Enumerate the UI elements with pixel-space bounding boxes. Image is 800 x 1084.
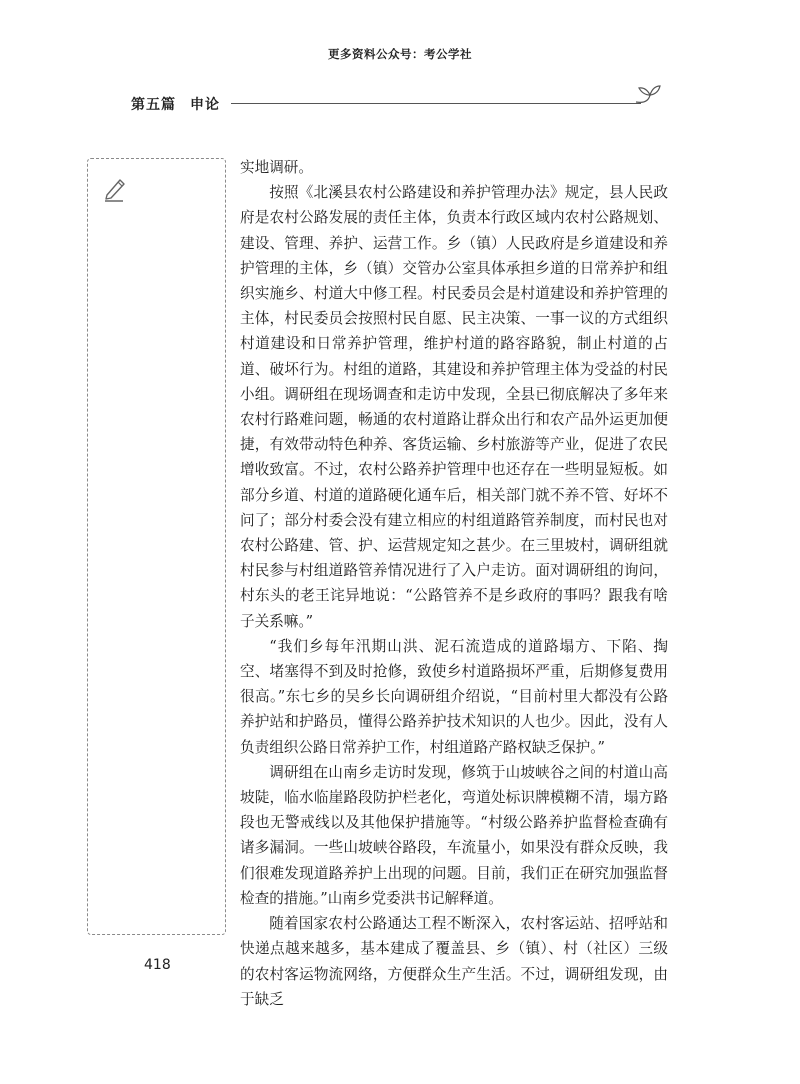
article-body bbox=[240, 155, 668, 1012]
paragraph: 随着国家农村公路通达工程不断深入，农村客运站、招呼站和快递点越来越多，基本建成了覆盖县、乡（镇）、村（社区）三级的农村客运物流网络，方便群众生产生活。不过，调研组发现，由于缺乏 bbox=[240, 915, 668, 1008]
notes-margin-box bbox=[87, 158, 226, 935]
top-banner: 更多资料公众号：考公学社 bbox=[328, 47, 472, 61]
paragraph: “我们乡每年汛期山洪、泥石流造成的道路塌方、下陷、掏空、堵塞得不到及时抢修，致使乡村道路损坏严重，后期修复费用很高。”东七乡的吴乡长向调研组介绍说，“目前村里大都没有公路养护站和护路员，懂得公路养护技术知识的人也少。因此，没有人负责组织公路日常养护工作，村组道路产路权缺乏保护。” bbox=[240, 637, 668, 756]
paragraph-continued: 实地调研。 bbox=[240, 159, 313, 176]
paragraph: 按照《北溪县农村公路建设和养护管理办法》规定，县人民政府是农村公路发展的责任主体，负责本行政区域内农村公路规划、建设、管理、养护、运营工作。乡（镇）人民政府是乡道建设和养护管理的主体，乡（镇）交管办公室具体承担乡道的日常养护和组织实施乡、村道大中修工程。村民委员会是村道建设和养护管理的主体，村民委员会按照村民自愿、民主决策、一事一议的方式组织村道建设和日常养护管理，维护村道的路容路貌，制止村道的占道、破坏行为。村组的道路，其建设和养护管理主体为受益的村民小组。调研组在现场调查和走访中发现，全县已彻底解决了多年来农村行路难问题，畅通的农村道路让群众出行和农产品外运更加便捷，有效带动特色种养、客货运输、乡村旅游等产业，促进了农民增收致富。不过，农村公路养护管理中也还存在一些明显短板。如部分乡道、村道的道路硬化通车后，相关部门就不养不管、好坏不问了；部分村委会没有建立相应的村组道路管养制度，而村民也对农村公路建、管、护、运营规定知之甚少。在三里坡村，调研组就村民参与村组道路管养情况进行了入户走访。面对调研组的询问，村东头的老王诧异地说：“公路管养不是乡政府的事吗？跟我有啥子关系嘛。” bbox=[240, 184, 668, 630]
sprout-icon bbox=[634, 83, 662, 105]
part-label: 第五篇 bbox=[131, 97, 176, 113]
paragraph: 调研组在山南乡走访时发现，修筑于山坡峡谷之间的村道山高坡陡，临水临崖路段防护栏老化，弯道处标识牌模糊不清，塌方路段也无警戒线以及其他保护措施等。“村级公路养护监督检查确有诸多漏洞。一些山坡峡谷路段，车流量小，如果没有群众反映，我们很难发现道路养护上出现的问题。目前，我们正在研究加强监督检查的措施。”山南乡党委洪书记解释道。 bbox=[240, 763, 668, 907]
subject-label: 申论 bbox=[190, 97, 220, 113]
pencil-icon bbox=[101, 175, 129, 203]
page-number: 418 bbox=[144, 957, 171, 973]
running-header bbox=[131, 94, 220, 114]
header-rule bbox=[231, 103, 641, 104]
